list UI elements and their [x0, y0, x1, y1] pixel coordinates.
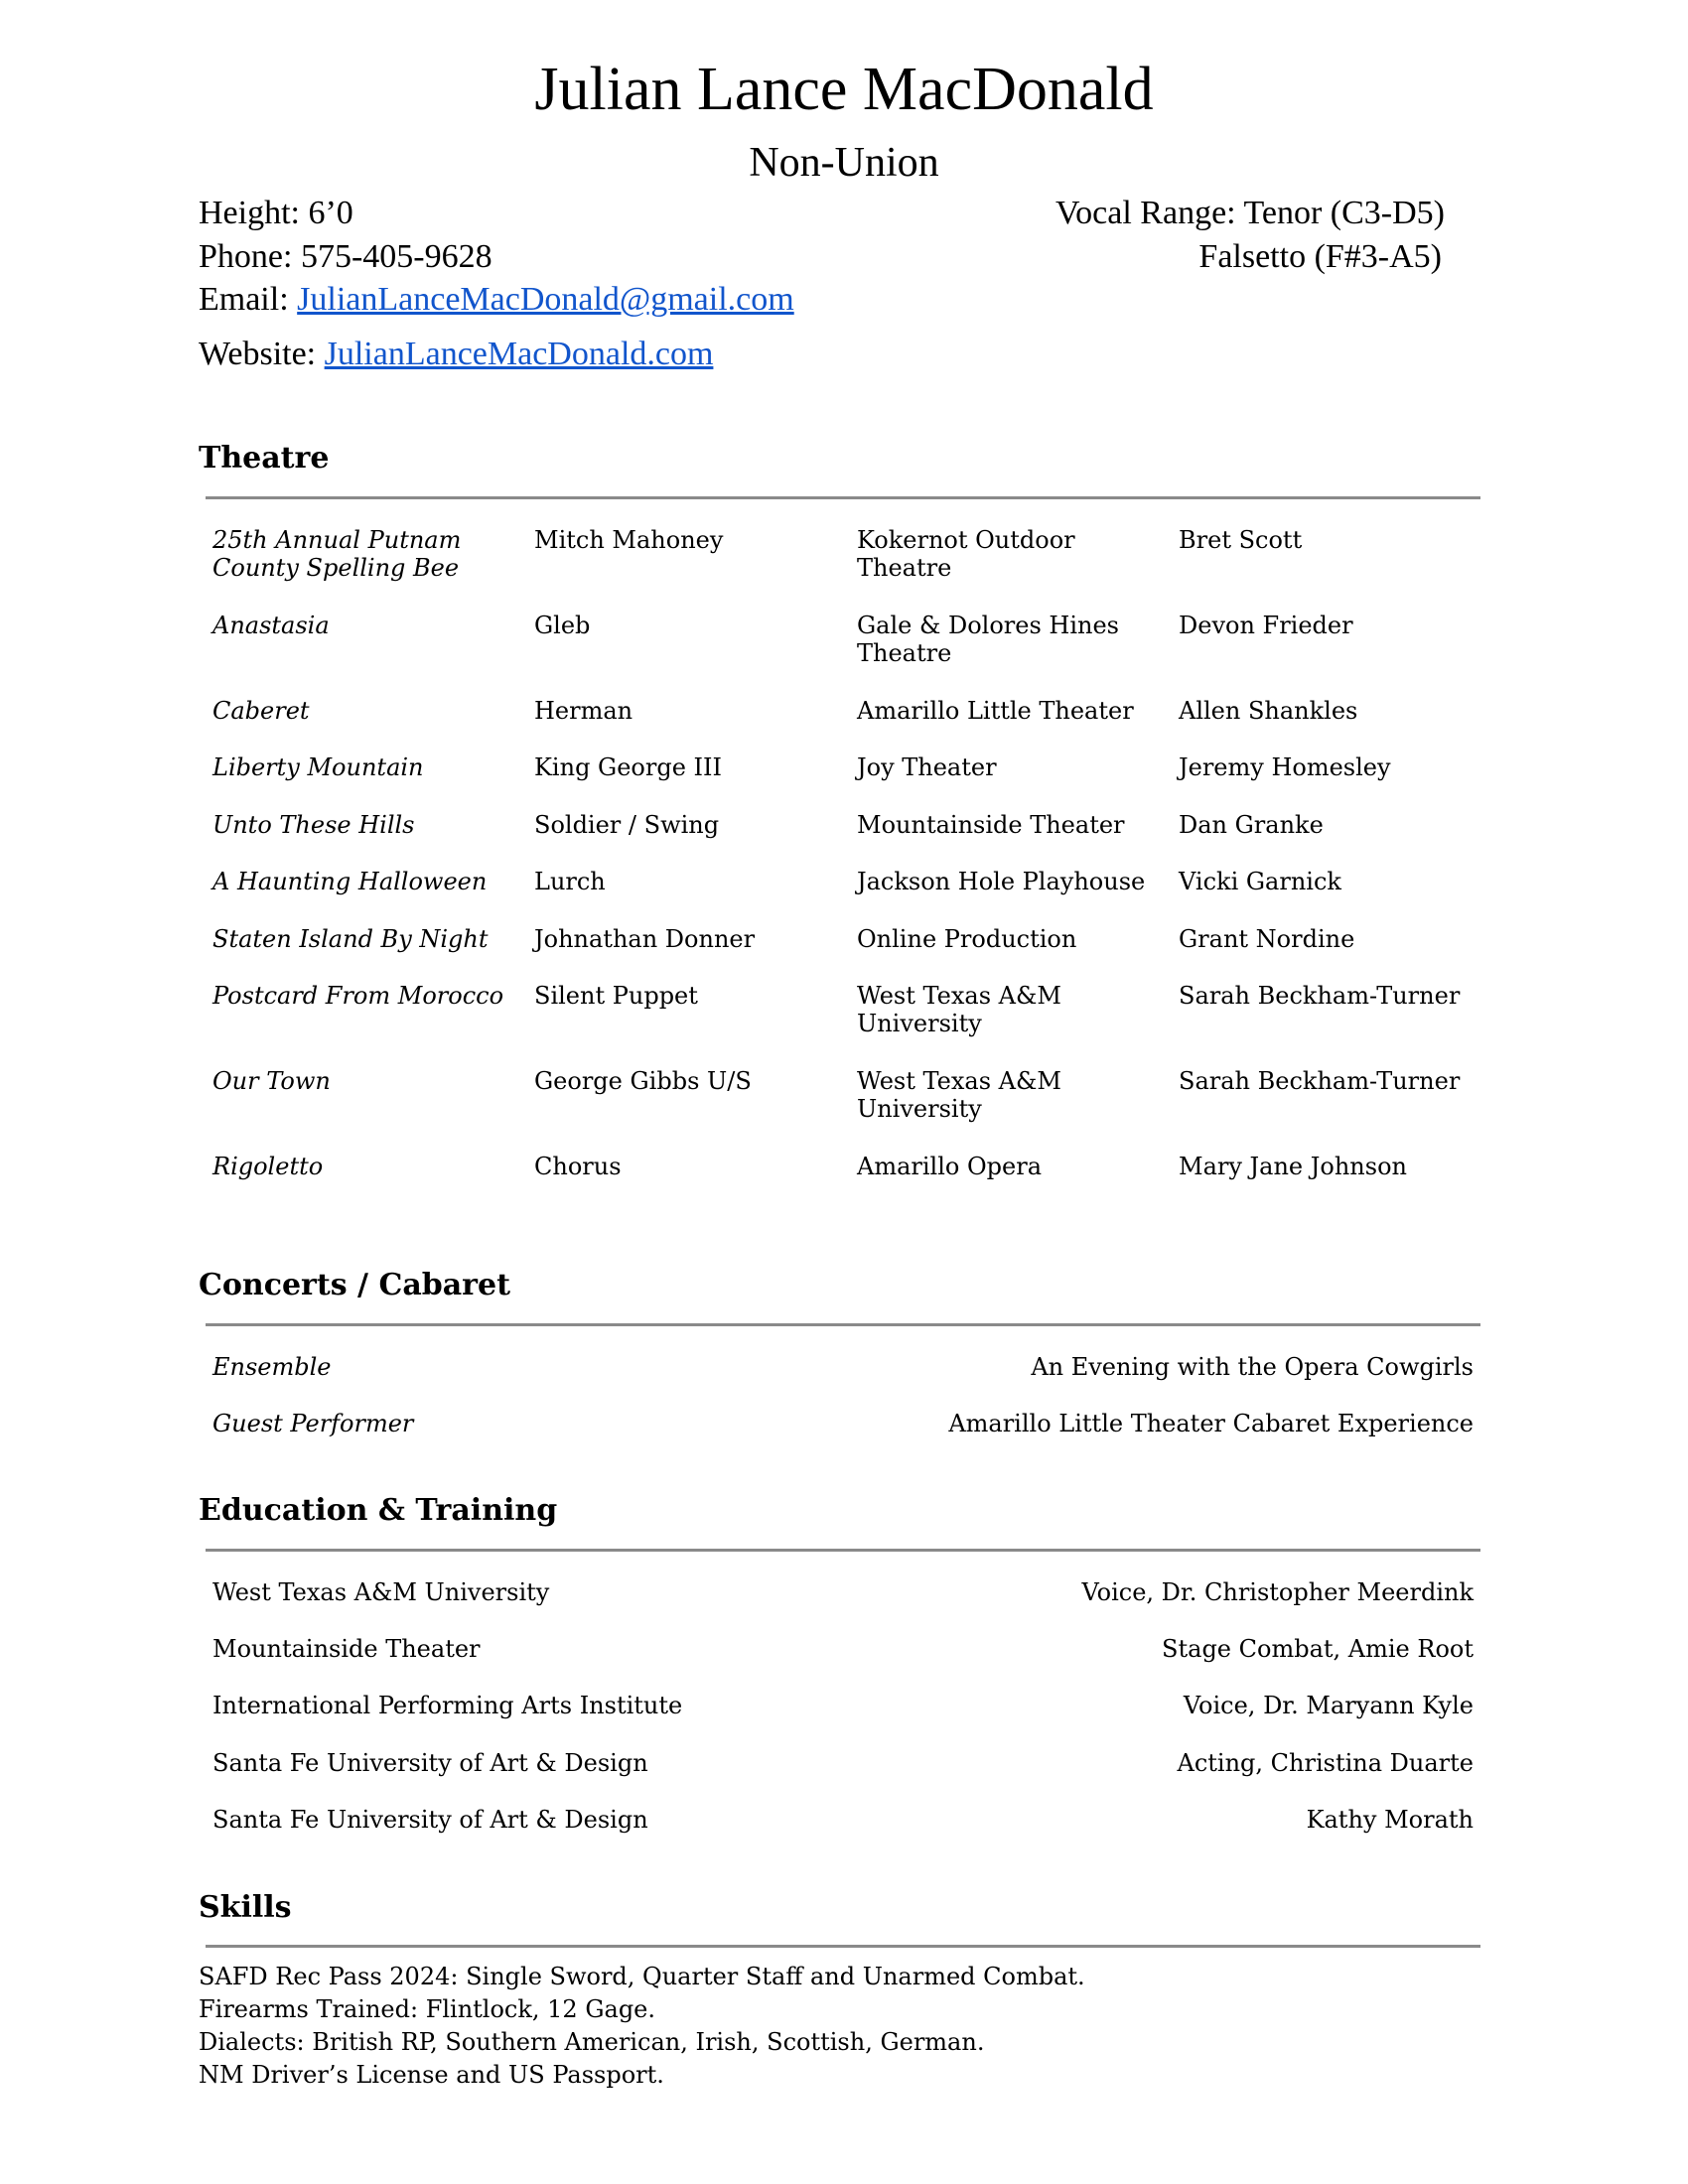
- theatre-venue: Mountainside Theater: [857, 811, 1125, 839]
- education-detail: Kathy Morath: [1306, 1806, 1474, 1834]
- concert-role: Guest Performer: [212, 1410, 414, 1437]
- website-line: [199, 335, 713, 374]
- theatre-show-title: Postcard From Morocco: [212, 982, 504, 1010]
- education-divider: [206, 1549, 1480, 1552]
- skill-line: Firearms Trained: Flintlock, 12 Gage.: [199, 1995, 656, 2023]
- theatre-venue: West Texas A&M University: [857, 1067, 1061, 1123]
- actor-name: Julian Lance MacDonald: [534, 56, 1154, 123]
- phone: Phone: 575-405-9628: [199, 238, 492, 275]
- website-label: Website:: [199, 336, 325, 372]
- union-status: Non-Union: [749, 140, 939, 186]
- concert-event: An Evening with the Opera Cowgirls: [1031, 1353, 1474, 1381]
- skills-list: [199, 1961, 1085, 2092]
- theatre-role: George Gibbs U/S: [534, 1067, 752, 1095]
- theatre-show-title: 25th Annual Putnam County Spelling Bee: [212, 526, 462, 582]
- concert-event: Amarillo Little Theater Cabaret Experience: [948, 1410, 1474, 1437]
- theatre-show-title: Rigoletto: [212, 1153, 324, 1180]
- theatre-venue: Amarillo Opera: [857, 1153, 1042, 1180]
- skill-line: Dialects: British RP, Southern American, Irish, Scottish, German.: [199, 2028, 985, 2056]
- education-school: International Performing Arts Institute: [212, 1692, 683, 1719]
- theatre-director: Vicki Garnick: [1179, 868, 1341, 895]
- theatre-role: Soldier / Swing: [534, 811, 720, 839]
- email-link[interactable]: JulianLanceMacDonald@gmail.com: [297, 281, 794, 318]
- theatre-director: Grant Nordine: [1179, 925, 1355, 953]
- theatre-role: Lurch: [534, 868, 606, 895]
- concerts-heading: Concerts / Cabaret: [199, 1268, 510, 1302]
- theatre-venue: West Texas A&M University: [857, 982, 1061, 1037]
- theatre-divider: [206, 496, 1480, 499]
- theatre-director: Sarah Beckham-Turner: [1179, 982, 1461, 1010]
- education-school: Mountainside Theater: [212, 1635, 481, 1663]
- education-school: West Texas A&M University: [212, 1578, 550, 1606]
- theatre-director: Devon Frieder: [1179, 612, 1353, 639]
- theatre-venue: Joy Theater: [857, 753, 997, 781]
- concerts-divider: [206, 1323, 1480, 1326]
- theatre-show-title: Liberty Mountain: [212, 753, 424, 781]
- skill-line: NM Driver’s License and US Passport.: [199, 2061, 664, 2089]
- theatre-role: Gleb: [534, 612, 591, 639]
- education-detail: Acting, Christina Duarte: [1177, 1749, 1474, 1777]
- education-detail: Stage Combat, Amie Root: [1162, 1635, 1474, 1663]
- theatre-director: Mary Jane Johnson: [1179, 1153, 1407, 1180]
- education-detail: Voice, Dr. Christopher Meerdink: [1081, 1578, 1474, 1606]
- theatre-show-title: Staten Island By Night: [212, 925, 489, 953]
- email-line: [199, 280, 794, 320]
- skill-line: SAFD Rec Pass 2024: Single Sword, Quarter Staff and Unarmed Combat.: [199, 1963, 1085, 1990]
- theatre-venue: Jackson Hole Playhouse: [857, 868, 1146, 895]
- theatre-show-title: Anastasia: [212, 612, 330, 639]
- education-school: Santa Fe University of Art & Design: [212, 1806, 648, 1834]
- theatre-venue: Online Production: [857, 925, 1077, 953]
- theatre-venue: Kokernot Outdoor Theatre: [857, 526, 1075, 582]
- theatre-role: Mitch Mahoney: [534, 526, 724, 554]
- theatre-director: Dan Granke: [1179, 811, 1324, 839]
- height: Height: 6’0: [199, 195, 353, 231]
- theatre-role: King George III: [534, 753, 722, 781]
- theatre-role: Silent Puppet: [534, 982, 698, 1010]
- education-heading: Education & Training: [199, 1493, 558, 1528]
- theatre-director: Bret Scott: [1179, 526, 1303, 554]
- theatre-show-title: Unto These Hills: [212, 811, 415, 839]
- theatre-show-title: Caberet: [212, 697, 310, 725]
- theatre-venue: Amarillo Little Theater: [857, 697, 1134, 725]
- website-link[interactable]: JulianLanceMacDonald.com: [324, 336, 714, 372]
- vocal-range: Vocal Range: Tenor (C3-D5): [1055, 195, 1445, 231]
- theatre-role: Chorus: [534, 1153, 622, 1180]
- skills-divider: [206, 1945, 1480, 1948]
- email-label: Email:: [199, 281, 298, 318]
- concert-role: Ensemble: [212, 1353, 332, 1381]
- theatre-director: Jeremy Homesley: [1179, 753, 1391, 781]
- theatre-show-title: Our Town: [212, 1067, 331, 1095]
- education-detail: Voice, Dr. Maryann Kyle: [1183, 1692, 1474, 1719]
- skills-heading: Skills: [199, 1890, 292, 1925]
- falsetto-range: Falsetto (F#3-A5): [1198, 238, 1442, 275]
- theatre-role: Herman: [534, 697, 633, 725]
- theatre-director: Allen Shankles: [1179, 697, 1358, 725]
- theatre-venue: Gale & Dolores Hines Theatre: [857, 612, 1119, 667]
- theatre-director: Sarah Beckham-Turner: [1179, 1067, 1461, 1095]
- theatre-show-title: A Haunting Halloween: [212, 868, 488, 895]
- theatre-heading: Theatre: [199, 441, 330, 476]
- theatre-role: Johnathan Donner: [534, 925, 756, 953]
- education-school: Santa Fe University of Art & Design: [212, 1749, 648, 1777]
